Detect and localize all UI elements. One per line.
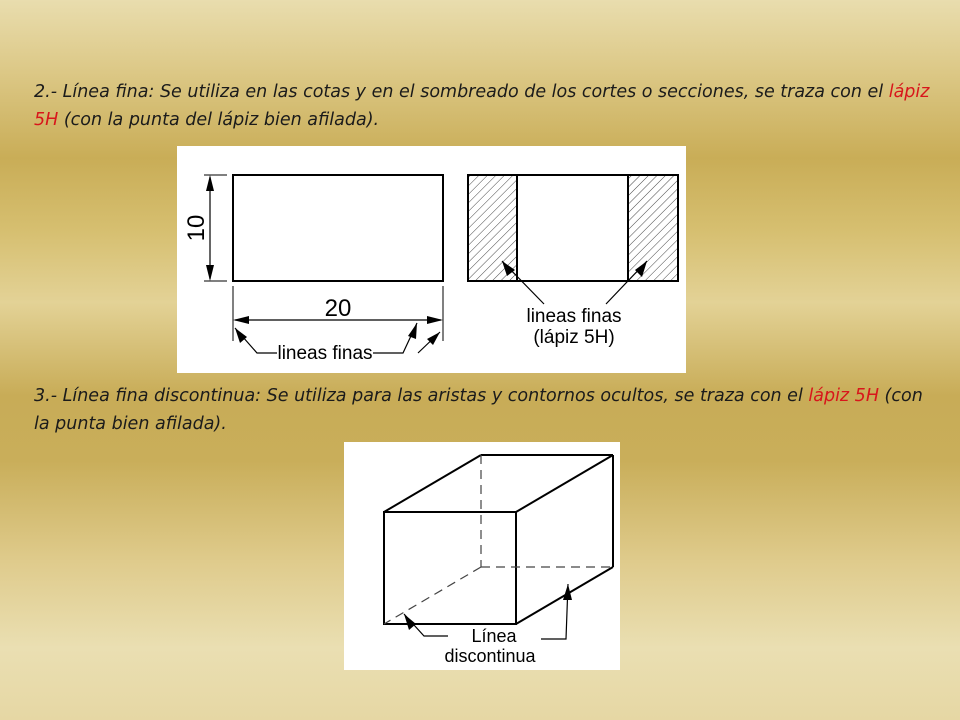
section-3-number: 3.- (34, 386, 58, 406)
label-linea: Línea (471, 626, 517, 646)
label-discontinua: discontinua (444, 646, 536, 666)
section-3-term: Línea fina discontinua (62, 386, 256, 406)
leader-line-hidden-b (541, 584, 568, 639)
dimensioned-rectangle (233, 175, 443, 281)
leader-arrow-left-b (408, 323, 417, 339)
leader-arrow-left-a (235, 328, 247, 343)
section-2-paragraph (34, 78, 934, 134)
section-2-term: Línea fina (62, 82, 149, 102)
vertical-arrow-top (206, 175, 214, 191)
prism-edge-top-left (384, 455, 481, 512)
hatched-region-left (468, 175, 517, 281)
vertical-arrow-bottom (206, 265, 214, 281)
leader-line-left-b (373, 323, 417, 353)
section-2-pencil-highlight: lápiz 5H (34, 82, 930, 130)
horizontal-arrow-left (233, 316, 249, 324)
thin-lines-drawing (177, 146, 686, 373)
hatched-region-right (628, 175, 678, 281)
label-lapiz-5h: (lápiz 5H) (533, 327, 615, 348)
leader-arrow-hidden-a (404, 614, 416, 630)
section-2-text: : Se utiliza en las cotas y en el sombreado de los cortes o secciones, se traza con el (148, 82, 889, 102)
prism-front-face (384, 512, 516, 624)
label-lineas-finas-right: lineas finas (526, 306, 622, 327)
vertical-dimension-value: 10 (183, 214, 210, 242)
thin-lines-figure (177, 146, 686, 373)
hidden-lines-drawing (344, 442, 620, 670)
label-lineas-finas-left: lineas finas (277, 343, 373, 364)
hidden-edge-diagonal (384, 567, 481, 624)
section-3-pencil-highlight: lápiz 5H (808, 386, 879, 406)
section-2-text-end: (con la punta del lápiz bien afilada). (58, 110, 380, 130)
horizontal-dimension-value: 20 (324, 295, 352, 322)
section-2-number: 2.- (34, 82, 58, 102)
prism-edge-top-right (516, 455, 613, 512)
section-3-text: : Se utiliza para las aristas y contornos ocultos, se traza con el (255, 386, 809, 406)
section-3-text-end: (con la punta bien afilada). (34, 386, 923, 434)
horizontal-arrow-right (427, 316, 443, 324)
section-3-paragraph (34, 382, 934, 438)
hidden-lines-figure (344, 442, 620, 670)
